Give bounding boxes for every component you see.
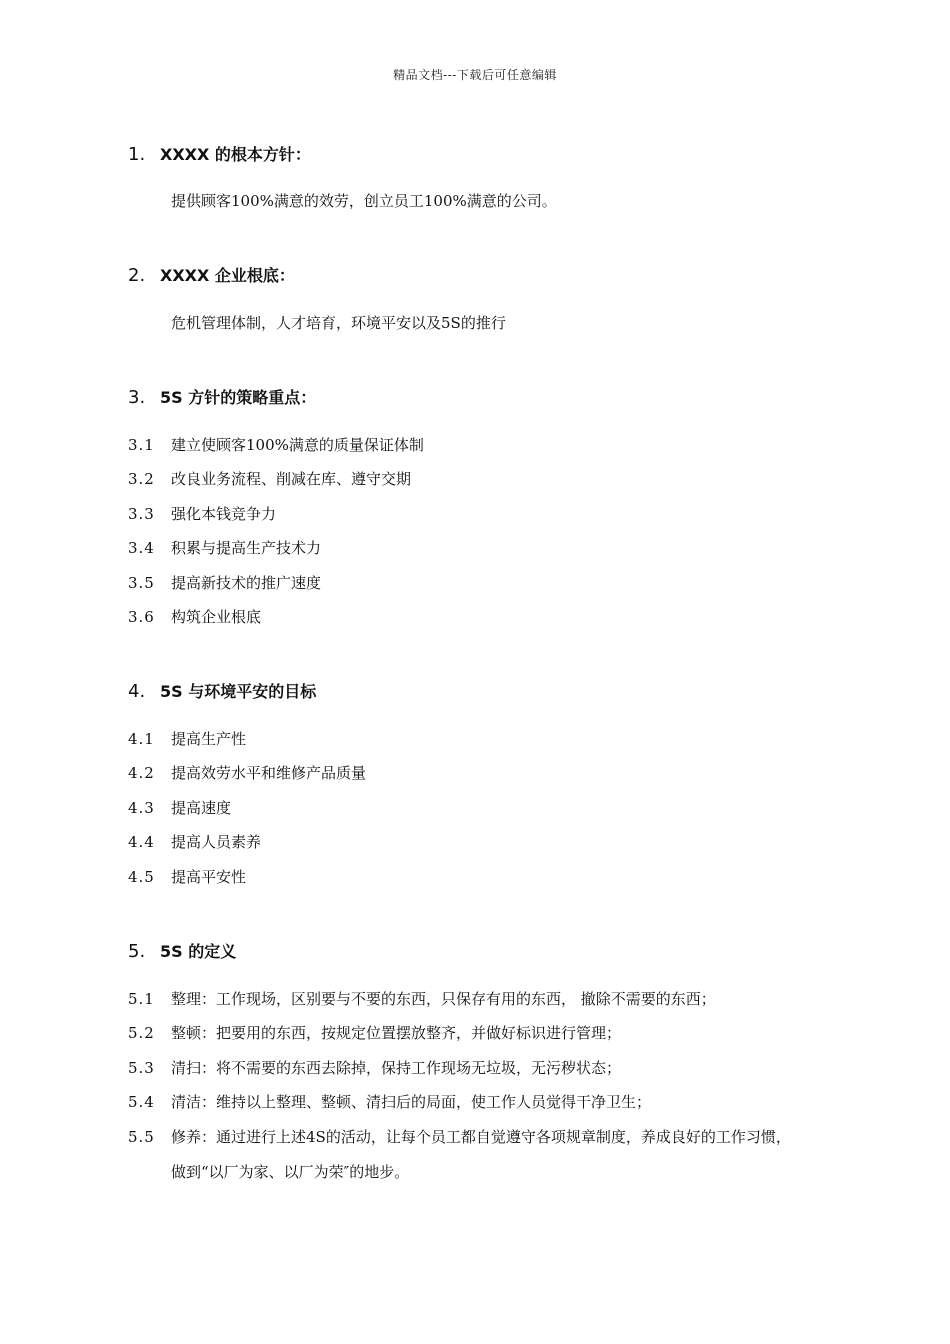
section-number: 5. bbox=[128, 941, 146, 962]
section-title: 5S 方针的策略重点： bbox=[160, 388, 317, 407]
item-number: 3.6 bbox=[128, 608, 155, 626]
item-number: 5.2 bbox=[128, 1024, 155, 1042]
item-continuation: 做到“以厂为家、以厂为荣″的地步。 bbox=[171, 1163, 410, 1181]
item-number: 3.5 bbox=[128, 574, 155, 592]
section-heading-1 bbox=[128, 142, 311, 166]
list-item bbox=[128, 988, 716, 1009]
section-number: 3. bbox=[128, 387, 146, 408]
item-text: 整理：工作现场，区别要与不要的东西，只保存有用的东西， 撤除不需要的东西； bbox=[171, 990, 716, 1008]
item-number: 5.5 bbox=[128, 1128, 155, 1146]
section-title: 5S 的定义 bbox=[160, 942, 237, 961]
list-item bbox=[128, 762, 366, 783]
list-item bbox=[128, 537, 321, 558]
item-text: 积累与提高生产技术力 bbox=[171, 539, 322, 557]
section-number: 4. bbox=[128, 681, 146, 702]
item-text: 构筑企业根底 bbox=[171, 608, 262, 626]
item-text: 提高新技术的推广速度 bbox=[171, 574, 322, 592]
item-text: 建立使顾客100%满意的质量保证体制 bbox=[171, 436, 424, 454]
list-item bbox=[128, 1091, 651, 1112]
section-title: XXXX 企业根底： bbox=[160, 266, 295, 285]
section-paragraph-2: 危机管理体制，人才培育，环境平安以及5S的推行 bbox=[171, 314, 506, 332]
item-number: 3.2 bbox=[128, 470, 155, 488]
section-heading-2 bbox=[128, 263, 295, 287]
item-text: 清扫：将不需要的东西去除掉，保持工作现场无垃圾，无污秽状态； bbox=[171, 1059, 622, 1077]
item-number: 4.5 bbox=[128, 868, 155, 886]
item-number: 4.3 bbox=[128, 799, 155, 817]
item-text: 提高速度 bbox=[171, 799, 232, 817]
list-item bbox=[128, 1126, 791, 1147]
item-text: 强化本钱竞争力 bbox=[171, 505, 277, 523]
section-title: 5S 与环境平安的目标 bbox=[160, 682, 317, 701]
item-number: 4.1 bbox=[128, 730, 155, 748]
item-text: 改良业务流程、削减在库、遵守交期 bbox=[171, 470, 412, 488]
item-number: 3.3 bbox=[128, 505, 155, 523]
item-text: 提高生产性 bbox=[171, 730, 247, 748]
item-text: 清洁：维持以上整理、整顿、清扫后的局面，使工作人员觉得干净卫生； bbox=[171, 1093, 652, 1111]
item-number: 4.4 bbox=[128, 833, 155, 851]
item-number: 5.3 bbox=[128, 1059, 155, 1077]
list-item bbox=[128, 1057, 621, 1078]
item-number: 3.4 bbox=[128, 539, 155, 557]
item-text: 修养：通过进行上述4S的活动，让每个员工都自觉遵守各项规章制度，养成良好的工作习惯， bbox=[171, 1128, 791, 1146]
list-item bbox=[128, 503, 276, 524]
list-item bbox=[128, 831, 261, 852]
item-text: 提高人员素养 bbox=[171, 833, 262, 851]
item-text: 提高效劳水平和维修产品质量 bbox=[171, 764, 367, 782]
list-item bbox=[128, 468, 411, 489]
section-title: XXXX 的根本方针： bbox=[160, 145, 311, 164]
section-heading-5 bbox=[128, 939, 236, 963]
section-paragraph-1: 提供顾客100%满意的效劳，创立员工100%满意的公司。 bbox=[171, 192, 557, 210]
section-number: 2. bbox=[128, 265, 146, 286]
list-item bbox=[128, 572, 321, 593]
item-text: 整顿：把要用的东西，按规定位置摆放整齐，并做好标识进行管理； bbox=[171, 1024, 622, 1042]
list-item bbox=[128, 866, 246, 887]
item-number: 5.4 bbox=[128, 1093, 155, 1111]
item-number: 3.1 bbox=[128, 436, 155, 454]
list-item bbox=[128, 434, 424, 455]
list-item bbox=[128, 797, 231, 818]
list-item bbox=[128, 728, 246, 749]
item-number: 5.1 bbox=[128, 990, 155, 1008]
section-heading-3 bbox=[128, 385, 316, 409]
section-heading-4 bbox=[128, 679, 316, 703]
item-text: 提高平安性 bbox=[171, 868, 247, 886]
section-number: 1. bbox=[128, 144, 146, 165]
page-header: 精品文档---下载后可任意编辑 bbox=[393, 68, 557, 82]
item-number: 4.2 bbox=[128, 764, 155, 782]
list-item bbox=[128, 606, 261, 627]
list-item bbox=[128, 1022, 621, 1043]
